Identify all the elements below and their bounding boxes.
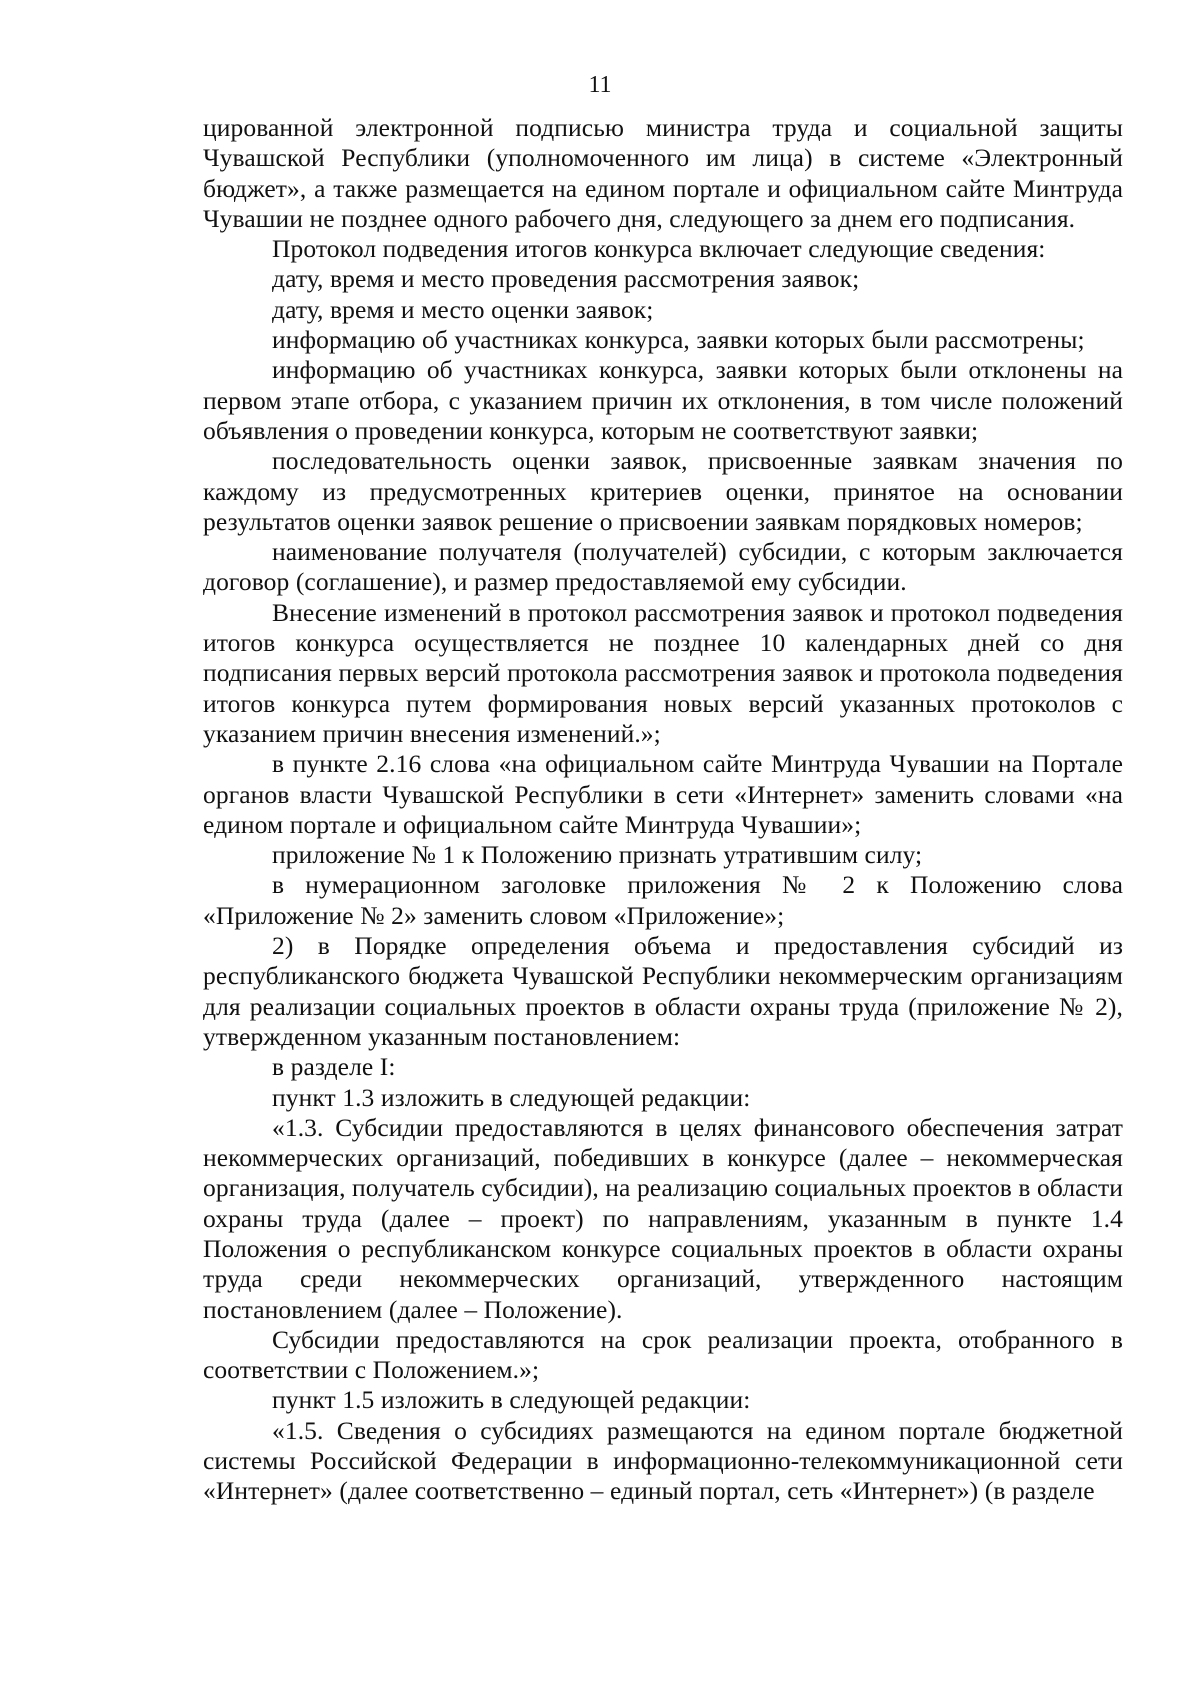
paragraph-appendix-1: приложение № 1 к Положению признать утратившим силу; bbox=[272, 840, 923, 870]
paragraph-protocol-changes: Внесение изменений в протокол рассмотрения заявок и протокол подведения итогов конкурса осуществляется не позднее 10 календарных дней со дня подписания первых версий протокола рассмотрения заявок и протокола подведения итогов конкурса путем формирования новых версий указанных протоколов с указанием причин внесения изменений.»; bbox=[203, 597, 1123, 748]
paragraph-appendix-2-heading: в нумерационном заголовке приложения № 2 к Положению слова «Приложение № 2» заменить словом «Приложение»; bbox=[203, 870, 1123, 930]
page-number: 11 bbox=[588, 72, 612, 98]
paragraph-item-rejected-participants: информацию об участниках конкурса, заявки которых были отклонены на первом этапе отбора, с указанием причин их отклонения, в том числе положений объявления о проведении конкурса, которым не соответствуют заявки; bbox=[203, 355, 1123, 445]
paragraph-clause-2-16: в пункте 2.16 слова «на официальном сайте Минтруда Чувашии на Портале органов власти Чувашской Республики в сети «Интернет» заменить словами «на едином портале и официальном сайте Минтруда Чувашии»; bbox=[203, 749, 1123, 839]
paragraph-item-recipient: наименование получателя (получателей) субсидии, с которым заключается договор (соглашение), и размер предоставляемой ему субсидии. bbox=[203, 537, 1123, 597]
paragraph-subsidy-term: Субсидии предоставляются на срок реализации проекта, отобранного в соответствии с Положением.»; bbox=[203, 1324, 1123, 1385]
document-body bbox=[203, 113, 1123, 1507]
paragraph-clause-1-5-text: «1.5. Сведения о субсидиях размещаются на едином портале бюджетной системы Российской Федерации в информационно-телекоммуникационной сети «Интернет» (далее соответственно – единый портал, сеть «Интернет») (в разделе bbox=[203, 1415, 1123, 1506]
paragraph-item-evaluation-sequence: последовательность оценки заявок, присвоенные заявкам значения по каждому из предусмотренных критериев оценки, принятое на основании результатов оценки заявок решение о присвоении заявкам порядковых номеров; bbox=[203, 446, 1123, 536]
paragraph-procedure-2: 2) в Порядке определения объема и предоставления субсидий из республиканского бюджета Чувашской Республики некоммерческим организациям для реализации социальных проектов в области охраны труда (приложение № 2), утвержденном указанным постановлением: bbox=[203, 931, 1123, 1051]
paragraph-clause-1-3-text: «1.3. Субсидии предоставляются в целях финансового обеспечения затрат некоммерческих организаций, победивших в конкурсе (далее – некоммерческая организация, получатель субсидии), на реализацию социальных проектов в области охраны труда (далее – проект) по направлениям, указанным в пункте 1.4 Положения о республиканском конкурсе социальных проектов в области охраны труда среди некоммерческих организаций, утвержденного настоящим постановлением (далее – Положение). bbox=[203, 1112, 1123, 1324]
paragraph-item-review-date: дату, время и место проведения рассмотрения заявок; bbox=[272, 264, 860, 294]
paragraph-item-reviewed-participants: информацию об участниках конкурса, заявки которых были рассмотрены; bbox=[272, 325, 1085, 355]
paragraph-protocol-intro: Протокол подведения итогов конкурса включает следующие сведения: bbox=[272, 234, 1046, 264]
paragraph-continuation: цированной электронной подписью министра труда и социальной защиты Чувашской Республики (уполномоченного им лица) в системе «Электронный бюджет», а также размещается на едином портале и официальном сайте Минтруда Чувашии не позднее одного рабочего дня, следующего за днем его подписания. bbox=[203, 113, 1123, 233]
paragraph-section-1: в разделе I: bbox=[272, 1052, 396, 1082]
paragraph-clause-1-3-intro: пункт 1.3 изложить в следующей редакции: bbox=[272, 1082, 751, 1112]
paragraph-item-evaluation-date: дату, время и место оценки заявок; bbox=[272, 294, 654, 324]
paragraph-clause-1-5-intro: пункт 1.5 изложить в следующей редакции: bbox=[272, 1385, 751, 1415]
